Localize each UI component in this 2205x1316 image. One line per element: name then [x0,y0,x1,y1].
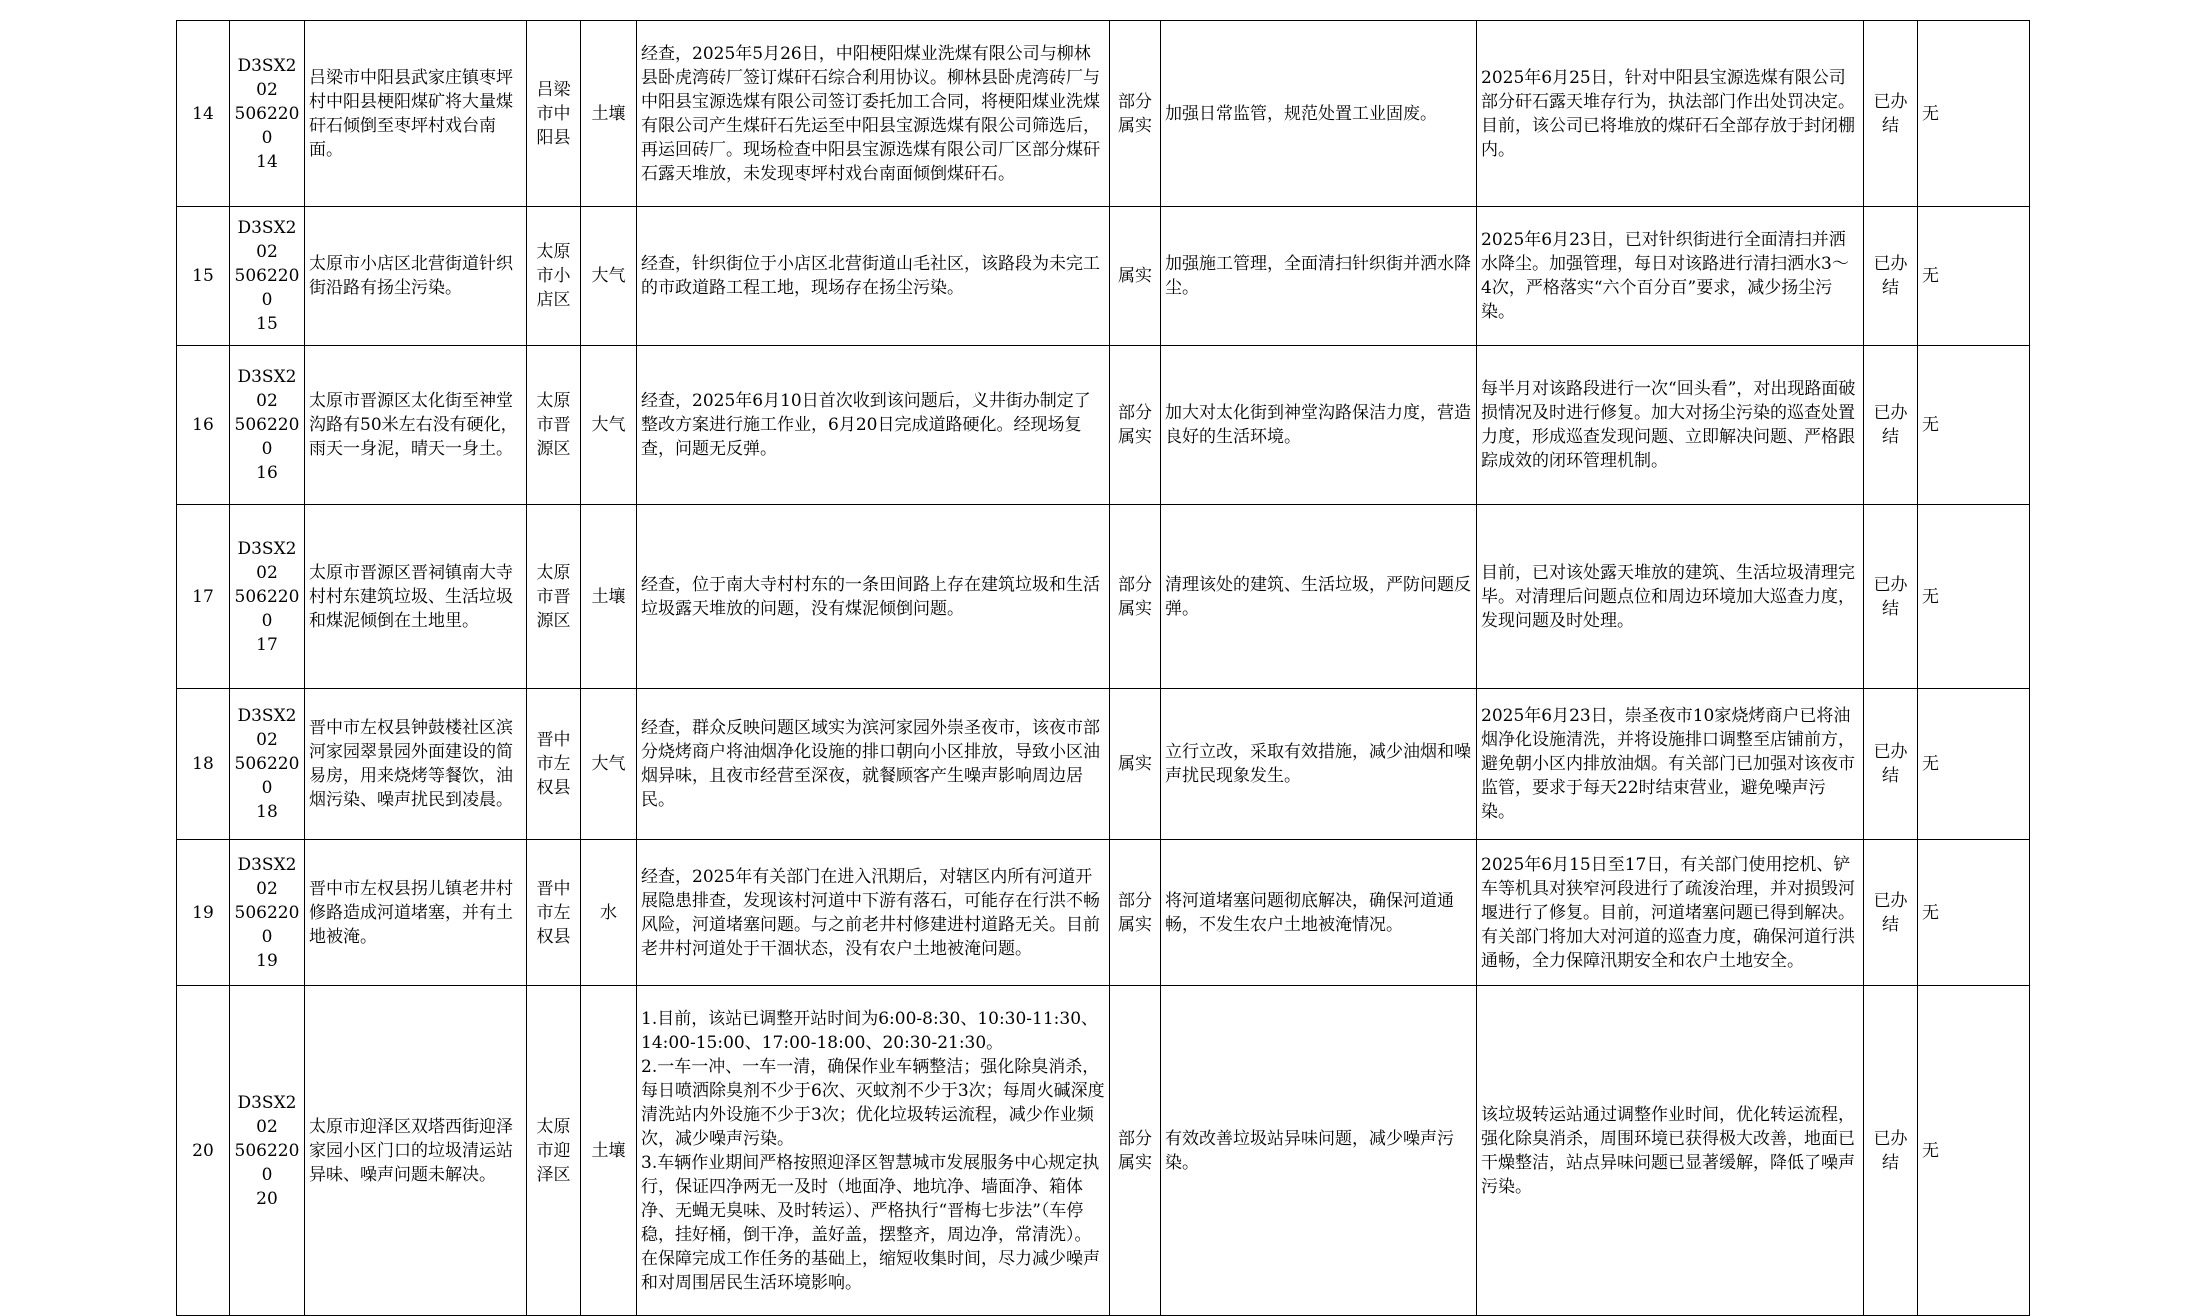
rectification-goal [1161,986,1477,1316]
pollution-type-text: 土壤 [591,103,626,124]
complaint-content-text: 晋中市左权县拐儿镇老井村修路造成河道堵塞，并有土地被淹。 [309,878,513,947]
rectification-progress [1477,346,1864,505]
pollution-type-text: 土壤 [591,586,626,607]
pollution-type [581,986,637,1316]
rectification-goal-text: 加强日常监管，规范处置工业固废。 [1165,103,1437,124]
case-status [1864,689,1918,840]
case-status-text: 已办 结 [1873,1128,1908,1173]
verification-result [637,689,1110,840]
verification-result-text: 经查，群众反映问题区域实为滨河家园外崇圣夜市，该夜市部分烧烤商户将油烟净化设施的排口朝向小区排放，导致小区油烟异味，且夜市经营至深夜，就餐顾客产生噪声影响周边居民。 [641,718,1100,810]
rectification-progress-text: 目前，已对该处露天堆放的建筑、生活垃圾清理完毕。对清理后问题点位和周边环境加大巡查力度，发现问题及时处理。 [1481,562,1855,631]
case-code [230,986,305,1316]
row-number [177,840,230,986]
rectification-goal [1161,21,1477,207]
complaint-content [305,505,527,689]
case-status [1864,840,1918,986]
finding-status [1110,346,1161,505]
accountability-text: 无 [1922,1140,1939,1161]
accountability [1918,207,2030,346]
rectification-goal-text: 清理该处的建筑、生活垃圾，严防问题反弹。 [1165,574,1471,619]
row-number [177,986,230,1316]
administrative-region [527,207,581,346]
rectification-progress [1477,840,1864,986]
complaint-content-text: 太原市迎泽区双塔西街迎泽家园小区门口的垃圾清运站异味、噪声问题未解决。 [309,1116,513,1185]
case-status-text: 已办 结 [1873,91,1908,136]
finding-status [1110,21,1161,207]
administrative-region [527,505,581,689]
complaint-content [305,840,527,986]
case-status-text: 已办 结 [1873,890,1908,935]
rectification-goal [1161,346,1477,505]
rectification-progress-text: 2025年6月25日，针对中阳县宝源选煤有限公司部分矸石露天堆存行为，执法部门作出处罚决定。目前，该公司已将堆放的煤矸石全部存放于封闭棚内。 [1481,67,1855,160]
accountability-text: 无 [1922,415,1939,435]
pollution-type-text: 土壤 [591,1140,626,1161]
complaint-content [305,986,527,1316]
rectification-goal-text: 将河道堵塞问题彻底解决，确保河道通畅，不发生农户土地被淹情况。 [1165,890,1454,935]
accountability [1918,346,2030,505]
pollution-type-text: 大气 [591,415,626,435]
pollution-type [581,505,637,689]
finding-status [1110,840,1161,986]
accountability-text: 无 [1922,103,1939,124]
verification-result [637,21,1110,207]
case-code-text: D3SX202 5062200 19 [234,854,300,971]
finding-status [1110,505,1161,689]
row-number-text: 15 [192,266,214,286]
rectification-progress-text: 每半月对该路段进行一次“回头看”，对出现路面破损情况及时进行修复。加大对扬尘污染的巡查处置力度，形成巡查发现问题、立即解决问题、严格跟踪成效的闭环管理机制。 [1481,379,1856,471]
rectification-progress-text: 2025年6月23日，崇圣夜市10家烧烤商户已将油烟净化设施清洗，并将设施排口调整至店铺前方，避免朝小区内排放油烟。有关部门已加强对该夜市监管，要求于每天22时结束营业，避免噪声污染。 [1481,706,1855,822]
finding-status-text: 属实 [1118,266,1152,286]
rectification-progress-text: 2025年6月23日，已对针织街进行全面清扫并洒水降尘。加强管理，每日对该路进行清扫洒水3～4次，严格落实“六个百分百”要求，减少扬尘污染。 [1481,230,1849,322]
administrative-region [527,986,581,1316]
finding-status [1110,689,1161,840]
finding-status [1110,986,1161,1316]
finding-status-text: 部分 属实 [1118,574,1152,619]
complaint-content-text: 太原市晋源区晋祠镇南大寺村村东建筑垃圾、生活垃圾和煤泥倾倒在土地里。 [309,562,513,631]
row-number [177,207,230,346]
case-status [1864,207,1918,346]
rectification-progress-text: 2025年6月15日至17日，有关部门使用挖机、铲车等机具对狭窄河段进行了疏浚治理，并对损毁河堰进行了修复。目前，河道堵塞问题已得到解决。有关部门将加大对河道的巡查力度，确保河道行洪通畅，全力保障汛期安全和农户土地安全。 [1481,854,1855,971]
verification-result [637,840,1110,986]
table-row [177,986,2030,1316]
rectification-goal-text: 立行立改，采取有效措施，减少油烟和噪声扰民现象发生。 [1165,742,1471,786]
accountability [1918,986,2030,1316]
administrative-region-text: 晋中 市左 权县 [536,878,571,947]
row-number-text: 16 [192,415,214,435]
accountability [1918,840,2030,986]
table-body [177,21,2030,1316]
administrative-region-text: 晋中 市左 权县 [536,730,571,798]
accountability-text: 无 [1922,902,1939,923]
administrative-region-text: 太原 市迎 泽区 [536,1116,571,1185]
pollution-type [581,689,637,840]
row-number-text: 17 [192,586,214,607]
verification-result-text: 经查，2025年6月10日首次收到该问题后，义井街办制定了整改方案进行施工作业，6月20日完成道路硬化。经现场复查，问题无反弹。 [641,391,1091,459]
rectification-goal-text: 加大对太化街到神堂沟路保洁力度，营造良好的生活环境。 [1165,403,1471,447]
row-number [177,21,230,207]
case-code [230,346,305,505]
verification-result [637,505,1110,689]
case-status-text: 已办 结 [1873,254,1908,298]
case-status [1864,21,1918,207]
rectification-goal [1161,840,1477,986]
case-code-text: D3SX202 5062200 14 [234,55,300,172]
accountability-text: 无 [1922,754,1939,774]
case-code [230,689,305,840]
case-code-text: D3SX202 5062200 18 [234,706,300,822]
administrative-region-text: 吕梁 市中 阳县 [536,79,571,148]
rectification-goal [1161,505,1477,689]
rectification-goal-text: 加强施工管理，全面清扫针织街并洒水降尘。 [1165,254,1471,298]
table-row [177,21,2030,207]
rectification-progress-text: 该垃圾转运站通过调整作业时间，优化转运流程，强化除臭消杀，周围环境已获得极大改善，地面已干燥整洁，站点异味问题已显著缓解，降低了噪声污染。 [1481,1104,1855,1197]
row-number-text: 14 [192,103,214,124]
case-code [230,207,305,346]
pollution-type [581,21,637,207]
complaint-content-text: 晋中市左权县钟鼓楼社区滨河家园翠景园外面建设的简易房，用来烧烤等餐饮，油烟污染、噪声扰民到凌晨。 [309,718,513,810]
table-row [177,505,2030,689]
case-status-text: 已办 结 [1873,403,1908,447]
complaint-content-text: 吕梁市中阳县武家庄镇枣坪村中阳县梗阳煤矿将大量煤矸石倾倒至枣坪村戏台南面。 [309,67,513,160]
case-code [230,840,305,986]
administrative-region-text: 太原 市晋 源区 [536,391,571,459]
complaint-content-text: 太原市晋源区太化街至神堂沟路有50米左右没有硬化，雨天一身泥，晴天一身土。 [309,391,518,459]
row-number-text: 19 [192,902,214,923]
rectification-goal [1161,207,1477,346]
pollution-type-text: 大气 [591,754,626,774]
finding-status-text: 部分 属实 [1118,890,1152,935]
case-code-text: D3SX202 5062200 17 [234,538,300,655]
verification-result [637,207,1110,346]
administrative-region [527,840,581,986]
finding-status [1110,207,1161,346]
row-number [177,689,230,840]
rectification-progress [1477,689,1864,840]
pollution-type [581,840,637,986]
complaint-content-text: 太原市小店区北营街道针织街沿路有扬尘污染。 [309,254,513,298]
pollution-type-text: 水 [600,902,617,923]
row-number-text: 20 [192,1140,214,1161]
verification-result-text: 经查，位于南大寺村村东的一条田间路上存在建筑垃圾和生活垃圾露天堆放的问题，没有煤泥倾倒问题。 [641,574,1100,619]
rectification-goal-text: 有效改善垃圾站异味问题，减少噪声污染。 [1165,1128,1454,1173]
accountability [1918,21,2030,207]
case-status [1864,346,1918,505]
rectification-progress [1477,505,1864,689]
row-number [177,346,230,505]
administrative-region [527,346,581,505]
verification-result [637,986,1110,1316]
case-status-text: 已办 结 [1873,742,1908,786]
case-status [1864,505,1918,689]
finding-status-text: 部分 属实 [1118,91,1152,136]
complaint-content [305,346,527,505]
complaint-content [305,689,527,840]
complaint-content [305,207,527,346]
verification-result [637,346,1110,505]
table-row [177,840,2030,986]
case-status [1864,986,1918,1316]
finding-status-text: 部分 属实 [1118,1128,1152,1173]
administrative-region-text: 太原 市晋 源区 [536,562,571,631]
row-number-text: 18 [192,754,214,774]
rectification-progress [1477,986,1864,1316]
verification-result-text: 经查，2025年有关部门在进入汛期后，对辖区内所有河道开展隐患排查，发现该村河道中下游有落石，可能存在行洪不畅风险，河道堵塞问题。与之前老井村修建进村道路无关。目前老井村河道处于干涸状态，没有农户土地被淹问题。 [641,866,1100,959]
rectification-progress [1477,21,1864,207]
administrative-region-text: 太原 市小 店区 [536,242,571,310]
row-number [177,505,230,689]
pollution-type-text: 大气 [591,266,626,286]
case-code-text: D3SX202 5062200 16 [234,367,300,483]
accountability-text: 无 [1922,586,1939,607]
pollution-type [581,346,637,505]
rectification-goal [1161,689,1477,840]
case-code [230,505,305,689]
verification-result-text: 经查，针织街位于小店区北营街道山毛社区，该路段为未完工的市政道路工程工地，现场存在扬尘污染。 [641,254,1100,298]
accountability [1918,689,2030,840]
case-code-text: D3SX202 5062200 15 [234,218,300,334]
complaint-content [305,21,527,207]
case-code-text: D3SX202 5062200 20 [234,1092,300,1209]
pollution-type [581,207,637,346]
administrative-region [527,689,581,840]
complaints-table [176,20,2030,1316]
accountability [1918,505,2030,689]
finding-status-text: 属实 [1118,754,1152,774]
case-status-text: 已办 结 [1873,574,1908,619]
table-row [177,689,2030,840]
administrative-region [527,21,581,207]
verification-result-text: 1.目前，该站已调整开站时间为6:00-8:30、10:30-11:30、14:00-15:00、17:00-18:00、20:30-21:30。 2.一车一冲、一车一清，确保作业车辆整洁；强化除臭消杀，每日喷洒除臭剂不少于6次、灭蚊剂不少于3次；每周火碱深度清洗站内外设施不少于3次；优化垃圾转运流程，减少作业频次，减少噪声污染。 3.车辆作业期间严格按照迎泽区智慧城市发展服务中心规定执行，保证四净两无一及时（地面净、地坑净、墙面净、箱体净、无蝇无臭味、及时转运）、严格执行“晋梅七步法”（车停稳，挂好桶，倒干净，盖好盖，摆整齐，周边净，常清洗）。在保障完成工作任务的基础上，缩短收集时间，尽力减少噪声和对周围居民生活环境影响。 [641,1008,1105,1293]
verification-result-text: 经查，2025年5月26日，中阳梗阳煤业洗煤有限公司与柳林县卧虎湾砖厂签订煤矸石综合利用协议。柳林县卧虎湾砖厂与中阳县宝源选煤有限公司签订委托加工合同，将梗阳煤业洗煤有限公司产生煤矸石先运至中阳县宝源选煤有限公司筛选后，再运回砖厂。现场检查中阳县宝源选煤有限公司厂区部分煤矸石露天堆放，未发现枣坪村戏台南面倾倒煤矸石。 [641,43,1100,184]
table-row [177,207,2030,346]
case-code [230,21,305,207]
rectification-progress [1477,207,1864,346]
accountability-text: 无 [1922,266,1939,286]
finding-status-text: 部分 属实 [1118,403,1152,447]
table-row [177,346,2030,505]
